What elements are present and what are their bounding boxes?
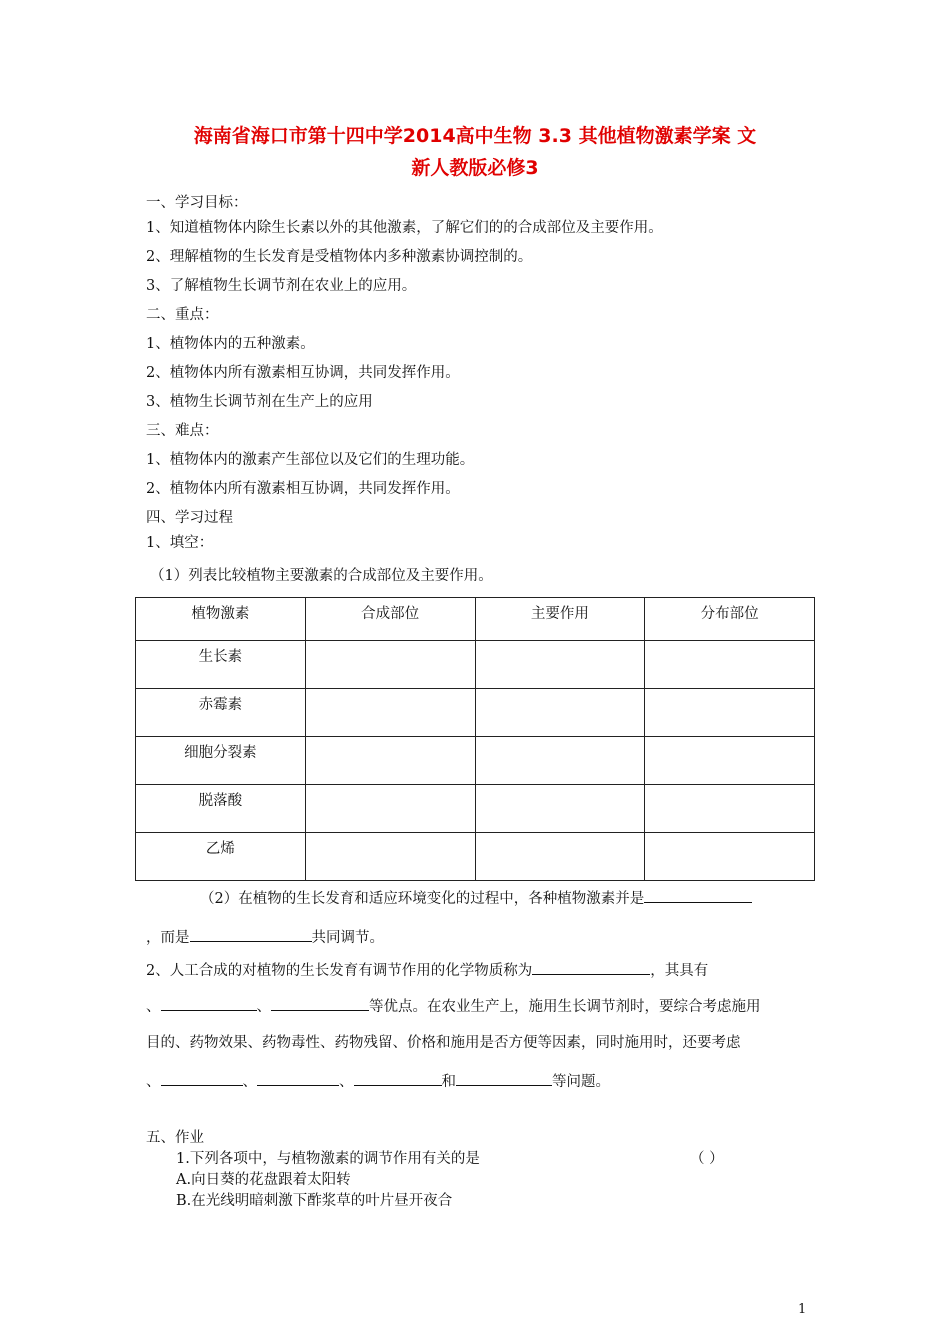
hormone-table <box>135 597 815 881</box>
fill-blank[interactable] <box>456 1071 552 1086</box>
section4-q2-line1 <box>200 888 752 909</box>
section4-sub1: 1、填空： <box>146 535 214 551</box>
fill-blank[interactable] <box>532 960 650 975</box>
fill-blank[interactable] <box>161 996 257 1011</box>
p2-text: 、 <box>256 999 271 1015</box>
p2-text: ，其具有 <box>650 963 709 979</box>
table-row-label: 细胞分裂素 <box>136 737 306 785</box>
table-blank-cell[interactable] <box>475 737 645 785</box>
table-blank-cell[interactable] <box>305 641 475 689</box>
section4-q1: （1）列表比较植物主要激素的合成部位及主要作用。 <box>150 568 493 584</box>
doc-title-line2: 新人教版必修3 <box>411 157 539 179</box>
doc-title-line1: 海南省海口市第十四中学2014高中生物 3.3 其他植物激素学案 文 <box>193 125 757 147</box>
q2-text: ，而是 <box>146 930 190 946</box>
table-row <box>136 689 815 737</box>
table-header-cell: 主要作用 <box>475 598 645 641</box>
q2-text: （2）在植物的生长发育和适应环境变化的过程中，各种植物激素并是 <box>200 891 645 907</box>
homework-option-a: A.向日葵的花盘跟着太阳转 <box>176 1172 351 1188</box>
homework-option-b: B.在光线明暗刺激下酢浆草的叶片昼开夜合 <box>176 1193 453 1209</box>
page-number: 1 <box>798 1302 807 1317</box>
p2-text: 、 <box>146 999 161 1015</box>
table-blank-cell[interactable] <box>645 689 815 737</box>
p2-text: 2、人工合成的对植物的生长发育有调节作用的化学物质称为 <box>146 963 533 979</box>
table-row <box>136 785 815 833</box>
homework-question: 1.下列各项中，与植物激素的调节作用有关的是 <box>176 1151 480 1167</box>
answer-parenthesis[interactable]: （ ） <box>690 1151 724 1167</box>
section2-item: 3、植物生长调节剂在生产上的应用 <box>146 394 373 410</box>
table-row-label: 脱落酸 <box>136 785 306 833</box>
section4-q2-line2 <box>146 927 384 948</box>
table-blank-cell[interactable] <box>475 689 645 737</box>
table-header-cell: 植物激素 <box>136 598 306 641</box>
table-header-cell: 分布部位 <box>645 598 815 641</box>
fill-blank[interactable] <box>271 996 369 1011</box>
p2-text: 和 <box>441 1074 456 1090</box>
fill-blank[interactable] <box>257 1071 339 1086</box>
fill-blank[interactable] <box>190 927 312 942</box>
section2-heading: 二、重点： <box>146 307 219 323</box>
p2-text: 等问题。 <box>552 1074 610 1090</box>
table-blank-cell[interactable] <box>475 785 645 833</box>
p2-text: 、 <box>146 1074 161 1090</box>
table-row <box>136 737 815 785</box>
section3-heading: 三、难点： <box>146 423 219 439</box>
table-header-cell: 合成部位 <box>305 598 475 641</box>
table-header-row <box>136 598 815 641</box>
table-blank-cell[interactable] <box>475 833 645 881</box>
section1-item: 1、知道植物体内除生长素以外的其他激素，了解它们的的合成部位及主要作用。 <box>146 220 663 236</box>
table-row-label: 乙烯 <box>136 833 306 881</box>
table-row <box>136 833 815 881</box>
table-row-label: 生长素 <box>136 641 306 689</box>
p2-text: 、 <box>242 1074 257 1090</box>
p2-line2 <box>146 996 761 1017</box>
fill-blank[interactable] <box>644 888 752 903</box>
table-blank-cell[interactable] <box>305 689 475 737</box>
section2-item: 1、植物体内的五种激素。 <box>146 336 315 352</box>
section5-heading: 五、作业 <box>146 1130 204 1146</box>
section1-item: 3、了解植物生长调节剂在农业上的应用。 <box>146 278 417 294</box>
table-blank-cell[interactable] <box>305 737 475 785</box>
p2-line3: 目的、药物效果、药物毒性、药物残留、价格和施用是否方便等因素，同时施用时，还要考虑 <box>146 1035 741 1051</box>
fill-blank[interactable] <box>161 1071 243 1086</box>
table-blank-cell[interactable] <box>305 833 475 881</box>
section3-item: 1、植物体内的激素产生部位以及它们的生理功能。 <box>146 452 475 468</box>
fill-blank[interactable] <box>354 1071 442 1086</box>
table-blank-cell[interactable] <box>645 833 815 881</box>
p2-text: 、 <box>339 1074 354 1090</box>
p2-line4 <box>146 1071 610 1092</box>
table-blank-cell[interactable] <box>645 785 815 833</box>
section1-heading: 一、学习目标： <box>146 195 248 211</box>
p2-line1 <box>146 960 708 981</box>
table-row <box>136 641 815 689</box>
table-blank-cell[interactable] <box>645 737 815 785</box>
table-row-label: 赤霉素 <box>136 689 306 737</box>
table-blank-cell[interactable] <box>645 641 815 689</box>
table-blank-cell[interactable] <box>475 641 645 689</box>
section4-heading: 四、学习过程 <box>146 510 233 526</box>
section1-item: 2、理解植物的生长发育是受植物体内多种激素协调控制的。 <box>146 249 533 265</box>
section2-item: 2、植物体内所有激素相互协调，共同发挥作用。 <box>146 365 460 381</box>
q2-text: 共同调节。 <box>311 930 384 946</box>
p2-text: 等优点。在农业生产上，施用生长调节剂时，要综合考虑施用 <box>369 999 761 1015</box>
table-blank-cell[interactable] <box>305 785 475 833</box>
section3-item: 2、植物体内所有激素相互协调，共同发挥作用。 <box>146 481 460 497</box>
